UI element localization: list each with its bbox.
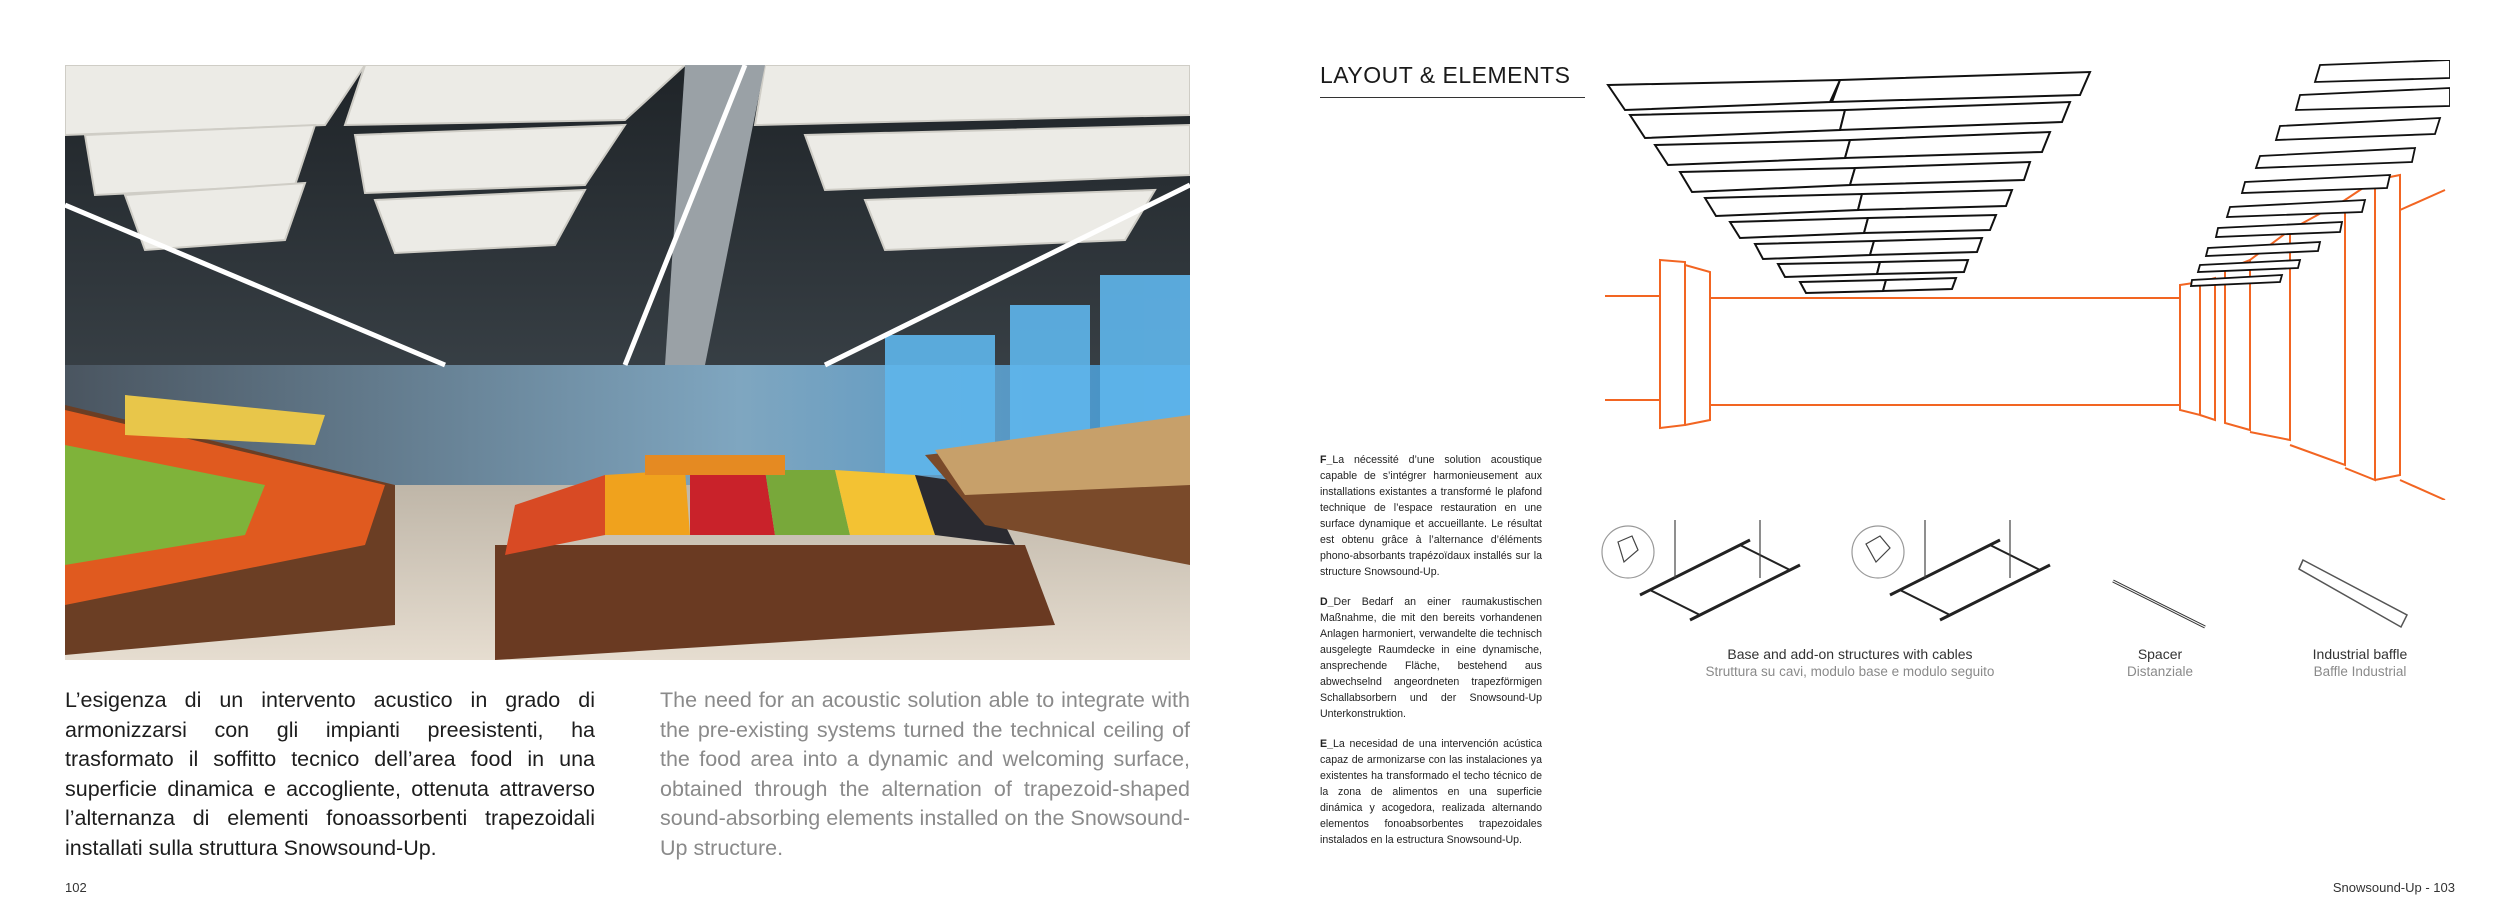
industrial-baffle-title: Industrial baffle xyxy=(2312,646,2408,662)
spanish-description xyxy=(1320,736,1542,848)
german-description xyxy=(1320,594,1542,722)
industrial-baffle-caption xyxy=(2270,646,2450,680)
page-footer-right: Snowsound-Up - 103 xyxy=(2332,880,2455,895)
add-on-structure-figure xyxy=(1850,520,2060,630)
german-text: Der Bedarf an einer raumakustischen Maßnahme, die mit den bereits vorhandenen Anlagen harmoniert, verwandelte die technisch ausgelegte Raumdecke in eine dynamische, ansprechende Fläche, bestehend aus abwechselnd angeordneten trapezförmigen Schallabsorbern und der Snowsound-Up Unterkonstruktion. xyxy=(1320,596,1542,720)
section-heading: LAYOUT & ELEMENTS xyxy=(1320,62,1585,98)
ceiling-layout-drawing xyxy=(1600,60,2450,500)
base-structure-subtitle: Struttura su cavi, modulo base e modulo seguito xyxy=(1705,664,1995,679)
base-structure-caption xyxy=(1680,646,2020,680)
spanish-prefix: E_ xyxy=(1320,738,1333,750)
french-text: La nécessité d’une solution acoustique capable de s’intégrer harmonieusement aux installations existantes a transformé le plafond technique de l’espace restauration en une surface dynamique et accueillante. Le résultat est obtenu grâce à l’alternance d’éléments phono-absorbants trapézoïdaux installés sur la structure Snowsound-Up. xyxy=(1320,454,1542,578)
french-description xyxy=(1320,452,1542,580)
spacer-caption xyxy=(2070,646,2250,680)
english-description: The need for an acoustic solution able to integrate with the pre-existing systems turned the technical ceiling of the food area into a dynamic and welcoming surface, obtained through the alternation of trapezoid-shaped sound-absorbing elements installed on the Snowsound-Up structure. xyxy=(660,688,1190,860)
base-structure-figure xyxy=(1600,520,1810,630)
spacer-figure xyxy=(2105,575,2215,635)
line-drawing xyxy=(1600,60,2450,500)
french-prefix: F_ xyxy=(1320,454,1333,466)
industrial-baffle-figure xyxy=(2295,555,2415,635)
italian-description: L’esigenza di un intervento acustico in grado di armonizzarsi con gli impianti preesistenti, ha trasformato il soffitto tecnico dell’area food in una superficie dinamica e accogliente, ottenuta attraverso l’alternanza di elementi fonoassorbenti trapezoidali installati sulla struttura Snowsound-Up. xyxy=(65,688,595,860)
elements-row xyxy=(1600,510,2450,690)
photo-illustration xyxy=(65,65,1190,660)
spacer-subtitle: Distanziale xyxy=(2126,664,2194,679)
industrial-baffle-subtitle: Baffle Industrial xyxy=(2313,664,2407,679)
spanish-text: La necesidad de una intervención acústica capaz de armonizarse con las instalaciones ya existentes ha transformado el techo técnico de la zona de alimentos en una superficie dinámica y acogedora, realizada alternando elementos fonoabsorbentes trapezoidales instalados en la estructura Snowsound-Up. xyxy=(1320,738,1542,846)
german-prefix: D_ xyxy=(1320,596,1334,608)
page-number-left: 102 xyxy=(65,880,87,895)
multilingual-descriptions xyxy=(1320,452,1542,862)
base-structure-title: Base and add-on structures with cables xyxy=(1727,646,1973,662)
supermarket-photo xyxy=(65,65,1190,660)
spacer-title: Spacer xyxy=(2137,646,2183,662)
